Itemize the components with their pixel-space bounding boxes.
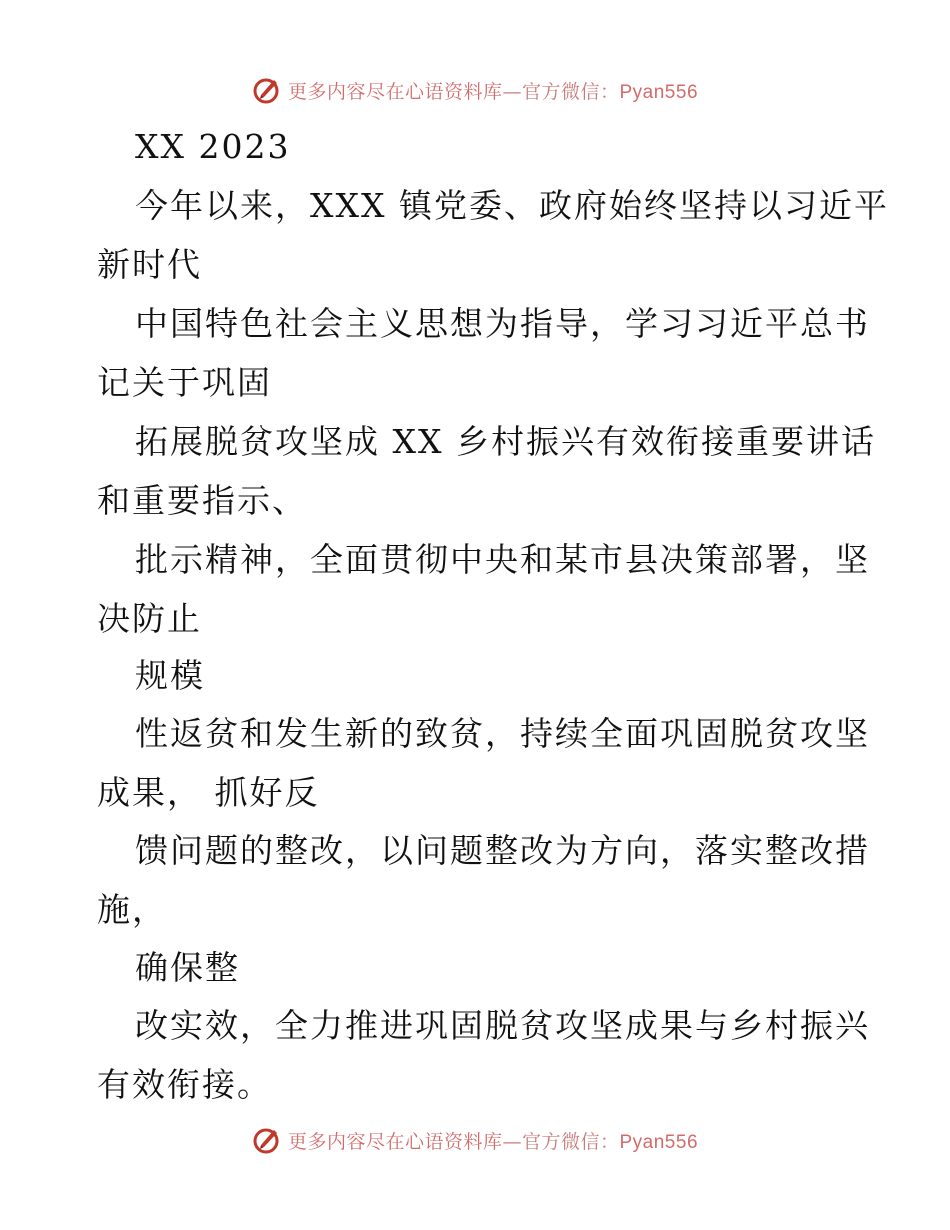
doc-line: 改实效，全力推进巩固脱贫攻坚成果与乡村振兴 xyxy=(135,1006,870,1045)
banner-wechat-id: Pyan556 xyxy=(619,81,699,103)
doc-line: 新时代 xyxy=(97,245,202,284)
doc-line: 有效衔接。 xyxy=(97,1065,272,1104)
pen-logo-icon xyxy=(252,1125,282,1155)
banner-separator: — xyxy=(502,80,522,103)
doc-line: 批示精神，全面贯彻中央和某市县决策部署，坚 xyxy=(135,540,870,579)
doc-line: XX 2023 xyxy=(135,127,291,166)
doc-line: 施， xyxy=(97,890,167,929)
doc-line: 拓展脱贫攻坚成 XX 乡村振兴有效衔接重要讲话 xyxy=(135,422,876,461)
banner-wechat-id: Pyan556 xyxy=(619,1131,699,1153)
doc-line: 今年以来，XXX 镇党委、政府始终坚持以习近平 xyxy=(135,186,889,225)
doc-line: 中国特色社会主义思想为指导，学习习近平总书 xyxy=(135,304,870,343)
doc-line: 性返贫和发生新的致贫，持续全面巩固脱贫攻坚 xyxy=(135,714,870,753)
banner-main-text: 更多内容尽在心语资料库 xyxy=(287,80,503,103)
banner-main-text: 更多内容尽在心语资料库 xyxy=(287,1130,503,1153)
pen-logo-icon xyxy=(252,75,282,105)
banner-separator: — xyxy=(502,1130,522,1153)
doc-line: 记关于巩固 xyxy=(97,363,272,402)
header-banner-text xyxy=(288,77,698,104)
footer-banner-text xyxy=(288,1127,698,1154)
doc-line: 成果， 抓好反 xyxy=(97,773,320,812)
doc-line: 和重要指示、 xyxy=(97,481,307,520)
footer-banner xyxy=(0,1120,950,1160)
header-banner xyxy=(0,70,950,110)
doc-line: 规模 xyxy=(135,656,205,695)
doc-line: 馈问题的整改，以问题整改为方向，落实整改措 xyxy=(135,831,870,870)
banner-wechat-label: 官方微信： xyxy=(521,80,620,103)
doc-line: 决防止 xyxy=(97,599,202,638)
doc-line: 确保整 xyxy=(135,948,240,987)
banner-wechat-label: 官方微信： xyxy=(521,1130,620,1153)
